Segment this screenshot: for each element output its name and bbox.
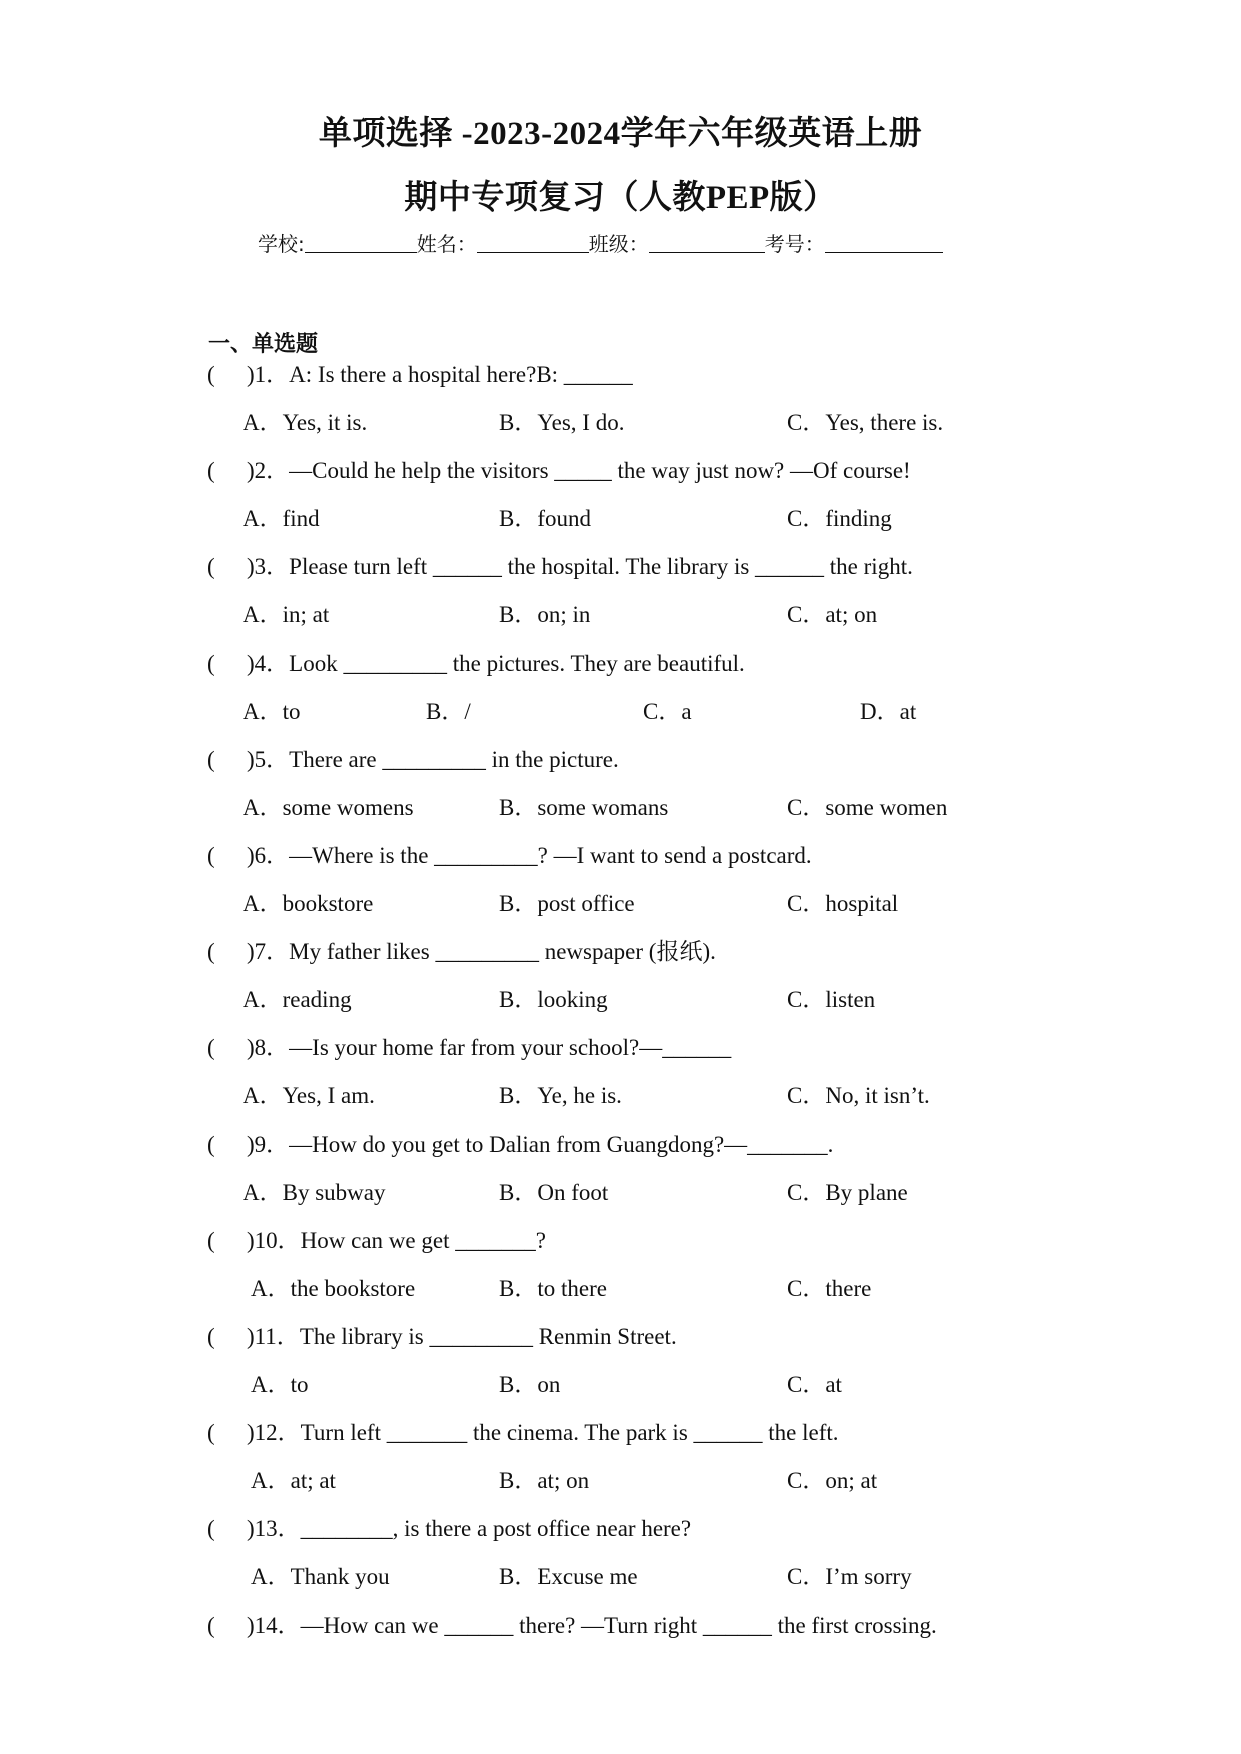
question-8: [207, 1033, 731, 1063]
question-text: Please turn left ______ the hospital. The library is ______ the right.: [289, 554, 913, 579]
question-10: [207, 1226, 546, 1256]
answer-bracket: (: [207, 1132, 215, 1157]
exam-number-field: [765, 228, 943, 257]
school-field: [258, 228, 417, 257]
question-6-option-a: A．bookstore: [243, 891, 374, 916]
answer-bracket: (: [207, 1516, 215, 1541]
question-text: My father likes _________ newspaper (报纸).: [289, 939, 716, 964]
answer-bracket: (: [207, 458, 215, 483]
question-text: The library is _________ Renmin Street.: [299, 1324, 677, 1349]
question-8-option-b: B．Ye, he is.: [499, 1083, 622, 1108]
name-label: 姓名：: [416, 232, 477, 256]
question-7: [207, 937, 716, 967]
answer-bracket: (: [207, 1420, 215, 1445]
question-number: )3．: [247, 554, 290, 579]
question-number: )11．: [247, 1324, 300, 1349]
question-5-option-c: C．some women: [787, 795, 948, 820]
exam-number-blank: [825, 251, 943, 253]
question-text: How can we get _______?: [300, 1228, 546, 1253]
question-number: )9．: [247, 1132, 290, 1157]
question-10-option-b: B．to there: [499, 1276, 607, 1301]
question-7-option-b: B．looking: [499, 987, 608, 1012]
question-number: )12．: [247, 1420, 301, 1445]
question-9-option-c: C．By plane: [787, 1180, 908, 1205]
question-2-option-c: C．finding: [787, 506, 892, 531]
question-13-option-c: C．I’m sorry: [787, 1564, 912, 1589]
class-field: [589, 228, 765, 257]
question-text: —Could he help the visitors _____ the way just now? —Of course!: [289, 458, 911, 483]
question-8-option-a: A．Yes, I am.: [243, 1083, 375, 1108]
question-14: [207, 1611, 937, 1641]
school-label: 学校:: [258, 232, 305, 256]
question-text: —How do you get to Dalian from Guangdong?—_______.: [289, 1132, 834, 1157]
question-12: [207, 1418, 839, 1448]
question-5: [207, 745, 619, 775]
answer-bracket: (: [207, 554, 215, 579]
section-heading: 一、单选题: [208, 332, 319, 357]
question-10-option-c: C．there: [787, 1276, 872, 1301]
question-number: )8．: [247, 1035, 290, 1060]
question-text: —Is your home far from your school?—______: [289, 1035, 732, 1060]
question-number: )13．: [247, 1516, 301, 1541]
question-12-option-a: A．at; at: [251, 1468, 336, 1493]
question-number: )4．: [247, 651, 290, 676]
name-blank: [477, 251, 589, 253]
question-number: )7．: [247, 939, 290, 964]
question-3-option-b: B．on; in: [499, 602, 591, 627]
answer-bracket: (: [207, 1613, 215, 1638]
answer-bracket: (: [207, 1324, 215, 1349]
question-5-option-b: B．some womans: [499, 795, 669, 820]
class-label: 班级：: [588, 232, 649, 256]
name-field: [417, 228, 589, 257]
question-1-option-c: C．Yes, there is.: [787, 410, 944, 435]
question-3-option-c: C．at; on: [787, 602, 878, 627]
student-info-row: [258, 228, 943, 257]
question-7-option-a: A．reading: [243, 987, 352, 1012]
question-13-option-a: A．Thank you: [251, 1564, 390, 1589]
question-6-option-c: C．hospital: [787, 891, 899, 916]
question-4-option-b: B．/: [426, 699, 471, 724]
question-10-option-a: A．the bookstore: [251, 1276, 416, 1301]
question-6-option-b: B．post office: [499, 891, 635, 916]
question-number: )10．: [247, 1228, 301, 1253]
question-number: )2．: [247, 458, 290, 483]
question-4-option-a: A．to: [243, 699, 301, 724]
question-7-option-c: C．listen: [787, 987, 876, 1012]
question-number: )5．: [247, 747, 290, 772]
question-6: [207, 841, 812, 871]
question-1-option-b: B．Yes, I do.: [499, 410, 625, 435]
question-5-option-a: A．some womens: [243, 795, 414, 820]
answer-bracket: (: [207, 362, 215, 387]
question-11-option-c: C．at: [787, 1372, 842, 1397]
question-4-option-c: C．a: [643, 699, 692, 724]
question-2-option-b: B．found: [499, 506, 591, 531]
question-text: A: Is there a hospital here?B: ______: [289, 362, 633, 387]
document-title-line-1: 单项选择 -2023-2024学年六年级英语上册: [318, 116, 923, 152]
question-9-option-b: B．On foot: [499, 1180, 609, 1205]
question-number: )14．: [247, 1613, 301, 1638]
answer-bracket: (: [207, 747, 215, 772]
question-text: There are _________ in the picture.: [289, 747, 619, 772]
answer-bracket: (: [207, 1035, 215, 1060]
answer-bracket: (: [207, 1228, 215, 1253]
question-text: Turn left _______ the cinema. The park is ______ the left.: [300, 1420, 839, 1445]
answer-bracket: (: [207, 939, 215, 964]
question-2: [207, 456, 911, 486]
question-11-option-b: B．on: [499, 1372, 561, 1397]
question-text: —How can we ______ there? —Turn right ______ the first crossing.: [300, 1613, 937, 1638]
question-1-option-a: A．Yes, it is.: [243, 410, 368, 435]
question-9: [207, 1130, 833, 1160]
question-text: —Where is the _________? —I want to send a postcard.: [289, 843, 812, 868]
question-8-option-c: C．No, it isn’t.: [787, 1083, 930, 1108]
question-9-option-a: A．By subway: [243, 1180, 386, 1205]
question-1: [207, 360, 633, 390]
question-4-option-d: D．at: [860, 699, 917, 724]
answer-bracket: (: [207, 843, 215, 868]
question-2-option-a: A．find: [243, 506, 320, 531]
question-3-option-a: A．in; at: [243, 602, 330, 627]
exam-number-label: 考号：: [764, 232, 825, 256]
class-blank: [649, 251, 765, 253]
school-blank: [305, 251, 417, 253]
question-number: )6．: [247, 843, 290, 868]
question-13: [207, 1514, 691, 1544]
question-4: [207, 649, 745, 679]
question-11: [207, 1322, 677, 1352]
question-11-option-a: A．to: [251, 1372, 309, 1397]
question-number: )1．: [247, 362, 290, 387]
answer-bracket: (: [207, 651, 215, 676]
question-3: [207, 552, 913, 582]
question-12-option-b: B．at; on: [499, 1468, 590, 1493]
question-text: Look _________ the pictures. They are beautiful.: [289, 651, 745, 676]
question-text: ________, is there a post office near here?: [300, 1516, 692, 1541]
question-13-option-b: B．Excuse me: [499, 1564, 638, 1589]
question-12-option-c: C．on; at: [787, 1468, 878, 1493]
document-title-line-2: 期中专项复习（人教PEP版）: [404, 180, 837, 216]
